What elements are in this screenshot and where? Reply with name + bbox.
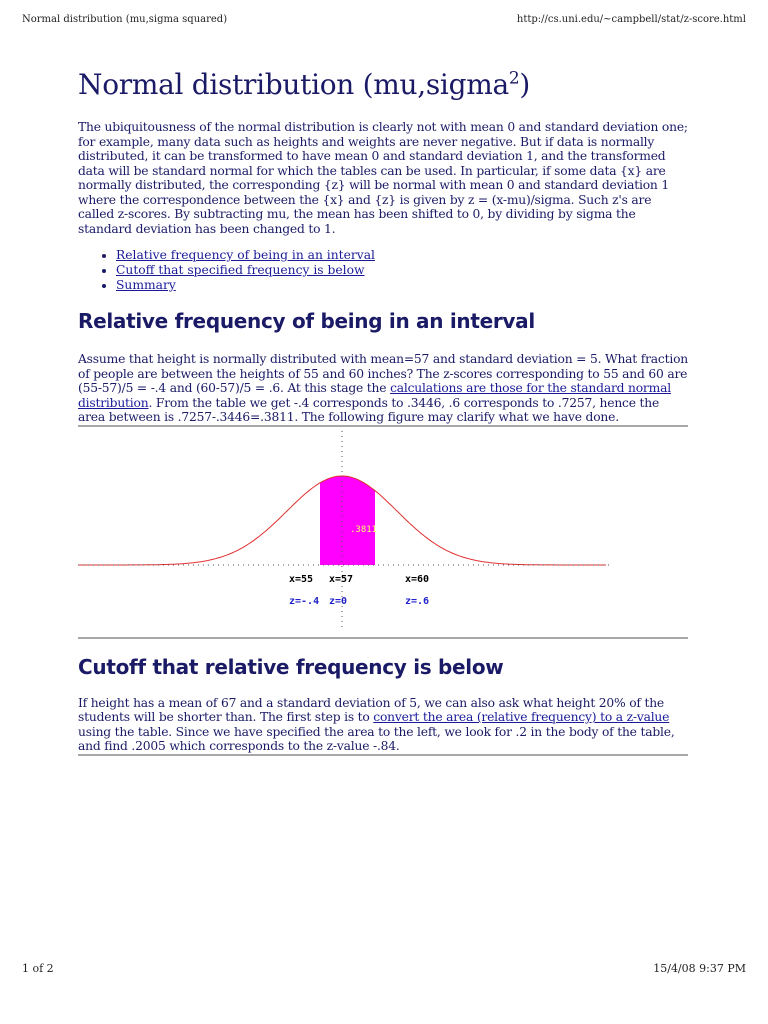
- print-header-url: http://cs.uni.edu/~campbell/stat/z-score.html: [516, 14, 746, 25]
- toc-item: [116, 263, 688, 278]
- x-label-60: x=60: [405, 573, 430, 585]
- toc-item: [116, 248, 688, 263]
- section2-paragraph: [78, 696, 688, 754]
- convert-area-link[interactable]: convert the area (relative frequency) to a z-value: [373, 710, 670, 724]
- intro-paragraph: The ubiquitousness of the normal distribution is clearly not with mean 0 and standard deviation one; for example, many data such as heights and weights are never negative. But if data is normally distributed, it can be transformed to have mean 0 and standard deviation 1, and the transformed data will be standard normal for which the tables can be used. In particular, if some data {x} are normally distributed, the corresponding {z} will be normal with mean 0 and standard deviation 1 where the correspondence between the {x} and {z} is given by z = (x-mu)/sigma. Such z's are called z-scores. By subtracting mu, the mean has been shifted to 0, by dividing by sigma the standard deviation has been changed to 1.: [78, 120, 688, 236]
- page-title-close: ): [519, 68, 530, 101]
- x-label-55: x=55: [289, 573, 314, 585]
- toc-link-summary[interactable]: Summary: [116, 278, 176, 292]
- x-label-57: x=57: [329, 573, 354, 585]
- toc-item: [116, 278, 688, 293]
- section-title-relative-frequency: Relative frequency of being in an interval: [78, 309, 535, 333]
- section1-text-b: . From the table we get -.4 corresponds to .3446, .6 corresponds to .7257, hence the area between is .7257-.3446=.3811. The following figure may clarify what we have done.: [78, 395, 660, 424]
- section2-text-b: using the table. Since we have specified the area to the left, we look for .2 in the body of the table, and find .2005 which corresponds to the z-value -.84.: [78, 724, 675, 753]
- standard-normal-link[interactable]: calculations are those for the standard normal distribution: [78, 381, 671, 410]
- table-of-contents: [78, 248, 688, 293]
- normal-curve-figure: [74, 431, 688, 637]
- area-label: .3811: [350, 524, 378, 535]
- page-title-text: Normal distribution (mu,sigma: [78, 68, 509, 101]
- z-label-neg04: z=-.4: [289, 595, 320, 607]
- toc-link-cutoff[interactable]: Cutoff that specified frequency is below: [116, 263, 365, 277]
- page-title: [78, 68, 688, 101]
- section1-paragraph: [78, 352, 688, 425]
- print-header-title: Normal distribution (mu,sigma squared): [22, 14, 228, 25]
- print-footer-datetime: 15/4/08 9:37 PM: [653, 962, 746, 975]
- print-footer-page: 1 of 2: [22, 962, 54, 975]
- page-title-superscript: 2: [508, 68, 520, 89]
- z-label-0: z=0: [329, 595, 348, 607]
- section1-text-a: Assume that height is normally distributed with mean=57 and standard deviation = 5. What fraction of people are between the heights of 55 and 60 inches? The z-scores corresponding to 55 and 60 are (55-57)/5 = -.4 and (60-57)/5 = .6. At this stage the: [78, 352, 688, 395]
- divider: [78, 425, 688, 427]
- divider: [78, 754, 688, 756]
- page-content: [78, 68, 688, 756]
- z-label-06: z=.6: [405, 595, 430, 607]
- toc-link-relative-frequency[interactable]: Relative frequency of being in an interval: [116, 248, 375, 262]
- shaded-area: [320, 476, 378, 565]
- normal-curve-diagram: [74, 431, 614, 637]
- section2-text-a: If height has a mean of 67 and a standard deviation of 5, we can also ask what height 20% of the students will be shorter than. The first step is to: [78, 695, 665, 724]
- section-title-cutoff: Cutoff that relative frequency is below: [78, 654, 504, 679]
